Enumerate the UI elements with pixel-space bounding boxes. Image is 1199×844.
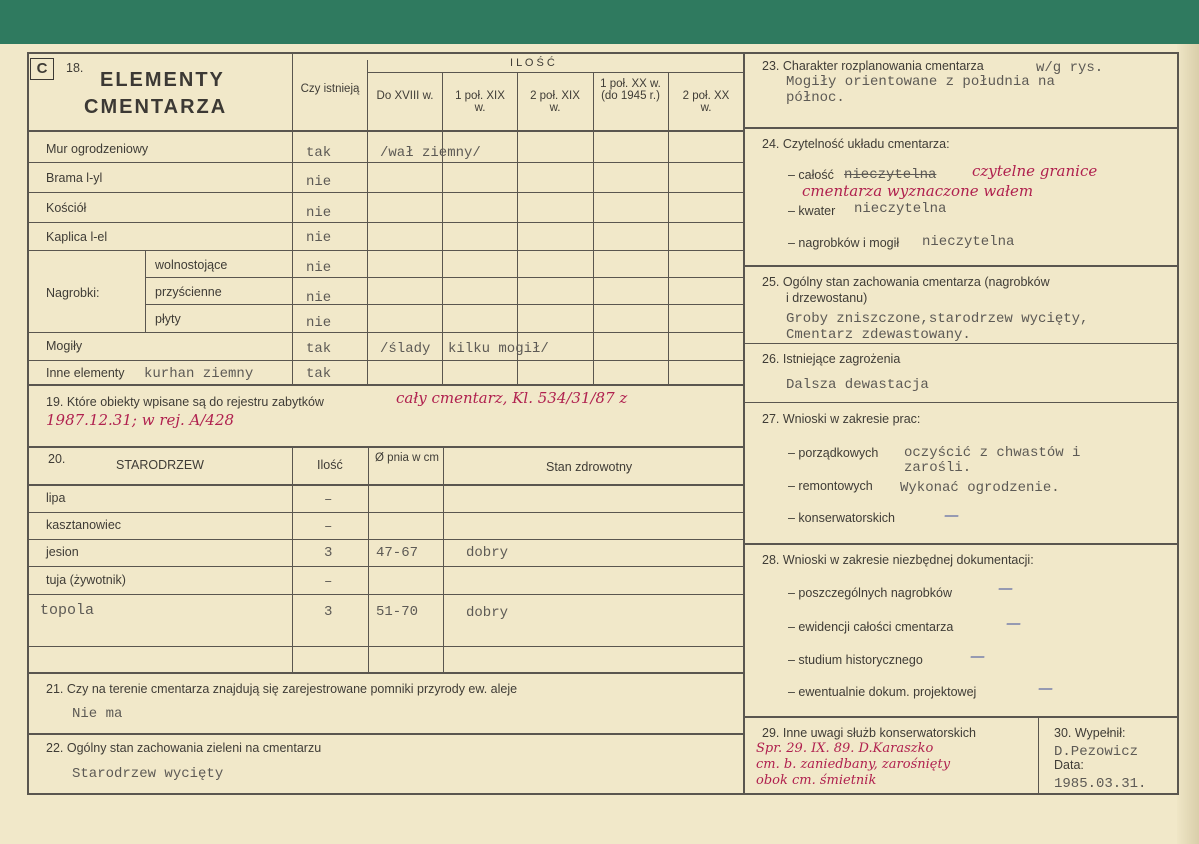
col-period-1-xix: 1 poł. XIX w. bbox=[455, 90, 505, 114]
s26-value: Dalsza dewastacja bbox=[786, 377, 929, 393]
tree-row-lipa: lipa bbox=[46, 491, 66, 505]
s27-konserwatorskich: – konserwatorskich bbox=[788, 511, 895, 525]
s27-remontowych-value: Wykonać ogrodzenie. bbox=[900, 480, 1060, 496]
s20-title: STARODRZEW bbox=[116, 458, 204, 472]
row-plyty-label: płyty bbox=[155, 312, 181, 326]
s24-nagrobkow-value: nieczytelna bbox=[922, 234, 1015, 250]
tree-row-topola-state: dobry bbox=[466, 605, 509, 621]
card-letter-box: C bbox=[30, 58, 54, 80]
tree-row-topola-qty: 3 bbox=[324, 604, 333, 620]
s25-label-2: i drzewostanu) bbox=[786, 291, 868, 305]
title-cmentarza: CMENTARZA bbox=[84, 96, 228, 118]
row-kosciol-exists: nie bbox=[306, 205, 332, 221]
s27-porzadkowych: – porządkowych bbox=[788, 446, 879, 460]
s24-kwater: – kwater bbox=[788, 204, 836, 218]
tree-row-topola: topola bbox=[40, 602, 95, 619]
s29-label: 29. Inne uwagi służb konserwatorskich bbox=[762, 726, 977, 740]
s25-value-2: Cmentarz zdewastowany. bbox=[786, 327, 971, 343]
tree-row-tuja-qty: – bbox=[324, 574, 333, 590]
row-inne-value: kurhan ziemny bbox=[144, 366, 254, 382]
s27-label: 27. Wnioski w zakresie prac: bbox=[762, 412, 921, 426]
row-plyty-exists: nie bbox=[306, 315, 332, 331]
s19-label: 19. Które obiekty wpisane są do rejestru zabytków bbox=[46, 395, 324, 409]
row-wolnostojace-exists: nie bbox=[306, 260, 332, 276]
s21-value: Nie ma bbox=[72, 706, 123, 722]
s30-date-label: Data: bbox=[1054, 758, 1084, 772]
row-inne-exists: tak bbox=[306, 366, 332, 382]
s27-porzadkowych-value-2: zarośli. bbox=[904, 460, 972, 476]
row-brama-label: Brama l-yl bbox=[46, 171, 103, 185]
s28-item-ewidencji-value: — bbox=[1006, 614, 1021, 632]
s22-label: 22. Ogólny stan zachowania zieleni na cmentarzu bbox=[46, 741, 322, 755]
s29-hand-1: Spr. 29. IX. 89. D.Karaszko bbox=[756, 741, 934, 756]
s28-item-projektowej-value: — bbox=[1038, 679, 1053, 697]
row-mur-exists: tak bbox=[306, 145, 332, 161]
tree-row-jesion-qty: 3 bbox=[324, 545, 333, 561]
tree-row-topola-diam: 51-70 bbox=[376, 604, 419, 620]
s24-calosc-hand-2: cmentarza wyznaczone wałem bbox=[802, 182, 1034, 200]
row-przyscienne-exists: nie bbox=[306, 290, 332, 306]
row-mogily-label: Mogiły bbox=[46, 339, 83, 353]
s24-label: 24. Czytelność układu cmentarza: bbox=[762, 137, 950, 151]
row-nagrobki-label: Nagrobki: bbox=[46, 286, 100, 300]
s19-hand-2: 1987.12.31; w rej. A/428 bbox=[46, 411, 235, 429]
col-czy-istnieja: Czy istnieją bbox=[300, 83, 360, 95]
row-mogily-note-1: /ślady bbox=[380, 341, 431, 357]
s29-hand-2: cm. b. zaniedbany, zarośnięty bbox=[756, 757, 951, 772]
row-brama-exists: nie bbox=[306, 174, 332, 190]
title-elementy: ELEMENTY bbox=[100, 69, 225, 91]
col-ilosc: I L O Ś Ć bbox=[510, 57, 555, 69]
s22-value: Starodrzew wycięty bbox=[72, 766, 224, 782]
s27-porzadkowych-value-1: oczyścić z chwastów i bbox=[904, 445, 1081, 461]
s24-kwater-value: nieczytelna bbox=[854, 201, 947, 217]
s30-label: 30. Wypełnił: bbox=[1054, 726, 1126, 740]
col-period-xviii: Do XVIII w. bbox=[376, 90, 434, 102]
s23-label: 23. Charakter rozplanowania cmentarza bbox=[762, 59, 984, 73]
s25-label-1: 25. Ogólny stan zachowania cmentarza (nagrobków bbox=[762, 275, 1050, 289]
s30-name: D.Pezowicz bbox=[1054, 744, 1139, 760]
s23-value-2: Mogiły orientowane z południa na bbox=[786, 74, 1055, 90]
s27-remontowych: – remontowych bbox=[788, 479, 873, 493]
row-inne-label: Inne elementy bbox=[46, 366, 125, 380]
s30-date: 1985.03.31. bbox=[1054, 776, 1147, 792]
s29-hand-3: obok cm. śmietnik bbox=[756, 773, 877, 788]
row-mur-note: /wał ziemny/ bbox=[380, 145, 481, 161]
s26-label: 26. Istniejące zagrożenia bbox=[762, 352, 901, 366]
s28-item-ewidencji: – ewidencji całości cmentarza bbox=[788, 620, 954, 634]
tree-row-jesion-state: dobry bbox=[466, 545, 509, 561]
binding-strip bbox=[0, 0, 1199, 46]
tree-row-lipa-qty: – bbox=[324, 492, 333, 508]
s20-col-ilosc: Ilość bbox=[317, 458, 343, 472]
s28-item-nagrobkow-value: — bbox=[998, 579, 1013, 597]
s20-number: 20. bbox=[48, 452, 66, 466]
row-przyscienne-label: przyścienne bbox=[155, 285, 222, 299]
s27-konserwatorskich-value: — bbox=[944, 506, 959, 524]
s25-value-1: Groby zniszczone,starodrzew wycięty, bbox=[786, 311, 1089, 327]
tree-row-kasztanowiec: kasztanowiec bbox=[46, 518, 122, 532]
row-kaplica-label: Kaplica l-el bbox=[46, 230, 108, 244]
row-kaplica-exists: nie bbox=[306, 230, 332, 246]
tree-row-jesion-diam: 47-67 bbox=[376, 545, 419, 561]
s24-calosc: – całość bbox=[788, 168, 834, 182]
s21-label: 21. Czy na terenie cmentarza znajdują się zarejestrowane pomniki przyrody ew. aleje bbox=[46, 682, 518, 696]
s19-hand-1: cały cmentarz, Kl. 534/31/87 z bbox=[396, 389, 628, 407]
s28-item-projektowej: – ewentualnie dokum. projektowej bbox=[788, 685, 977, 699]
s23-value-3: północ. bbox=[786, 90, 845, 106]
tree-row-jesion: jesion bbox=[46, 545, 79, 559]
s28-label: 28. Wnioski w zakresie niezbędnej dokumentacji: bbox=[762, 553, 1034, 567]
s28-item-studium: – studium historycznego bbox=[788, 653, 923, 667]
s24-calosc-struck: nieczytelna bbox=[844, 167, 937, 183]
tree-row-kasztanowiec-qty: – bbox=[324, 519, 333, 535]
s20-col-pnia: Ø pnia w cm bbox=[375, 452, 439, 464]
row-mur-label: Mur ogrodzeniowy bbox=[46, 142, 149, 156]
row-mogily-exists: tak bbox=[306, 341, 332, 357]
row-mogily-note-2: kilku mogił/ bbox=[448, 341, 549, 357]
row-wolnostojace-label: wolnostojące bbox=[155, 258, 228, 272]
col-period-2-xx: 2 poł. XX w. bbox=[682, 90, 730, 114]
s24-calosc-hand-1: czytelne granice bbox=[972, 162, 1098, 180]
col-period-1-xx: 1 poł. XX w. (do 1945 r.) bbox=[600, 78, 661, 102]
section-18-number: 18. bbox=[66, 61, 84, 75]
tree-row-tuja: tuja (żywotnik) bbox=[46, 573, 126, 587]
card-edge bbox=[1177, 44, 1199, 844]
s28-item-studium-value: — bbox=[970, 647, 985, 665]
s23-value-1: w/g rys. bbox=[1036, 60, 1104, 76]
s20-col-stan: Stan zdrowotny bbox=[546, 460, 633, 474]
s28-item-nagrobkow: – poszczególnych nagrobków bbox=[788, 586, 952, 600]
s24-nagrobkow: – nagrobków i mogił bbox=[788, 236, 900, 250]
row-kosciol-label: Kościół bbox=[46, 201, 87, 215]
col-period-2-xix: 2 poł. XIX w. bbox=[530, 90, 580, 114]
